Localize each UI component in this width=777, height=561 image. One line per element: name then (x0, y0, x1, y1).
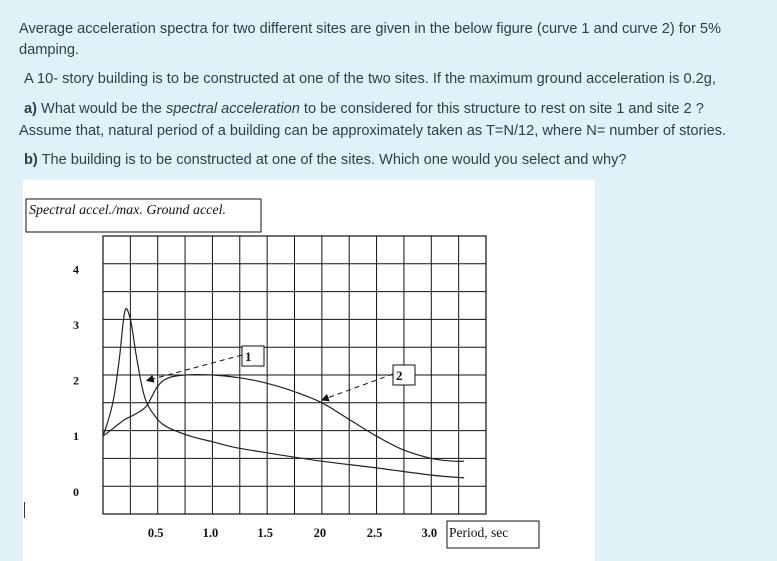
spectra-figure (23, 180, 595, 561)
chart-grid (103, 236, 486, 514)
y-tick-label: 3 (73, 317, 79, 332)
spectra-chart (23, 180, 595, 561)
chart-series (103, 309, 464, 478)
y-tick-label: 2 (73, 373, 79, 388)
chart-tick-labels (73, 262, 437, 540)
part-a-label: a) (24, 101, 37, 117)
x-tick-label: 0.5 (147, 526, 164, 540)
x-tick-label: 3.0 (421, 526, 438, 540)
chart-annotations (147, 346, 415, 400)
x-tick-label: 1.0 (202, 526, 219, 540)
annotation-label-2: 2 (396, 368, 403, 383)
y-tick-label: 0 (73, 484, 79, 499)
part-a-pre: What would be the (36, 101, 166, 117)
x-tick-label: 2.5 (366, 526, 383, 540)
x-axis-label: Period, sec (449, 525, 509, 540)
question-part-b (24, 150, 626, 171)
question-part-a (24, 99, 704, 120)
part-b-label: b) (24, 152, 38, 168)
y-tick-label: 1 (73, 429, 79, 444)
part-a-emphasis: spectral acceleration (165, 101, 300, 117)
part-a-post: to be considered for this structure to rest on site 1 and site 2 ? (299, 101, 704, 117)
chart-title: Spectral accel./max. Ground accel. (29, 203, 226, 218)
y-tick-label: 4 (73, 262, 79, 277)
question-intro-line2: damping. (19, 42, 80, 58)
x-tick-label: 1.5 (257, 526, 273, 540)
question-intro-line1: Average acceleration spectra for two different sites are given in the below figure (curve 1 and curve 2) for 5% (19, 21, 721, 37)
question-context: A 10- story building is to be constructed at one of the two sites. If the maximum ground acceleration is 0.2g, (24, 71, 716, 87)
text-cursor (24, 502, 25, 518)
question-part-a-line2: Assume that, natural period of a building can be approximately taken as T=N/12, where N= number of stories. (19, 123, 727, 139)
annotation-label-1: 1 (245, 349, 252, 364)
x-tick-label: 20 (313, 526, 327, 540)
annotation-arrow-2 (322, 374, 393, 400)
part-b-text: The building is to be constructed at one of the sites. Which one would you select and why? (37, 152, 627, 168)
